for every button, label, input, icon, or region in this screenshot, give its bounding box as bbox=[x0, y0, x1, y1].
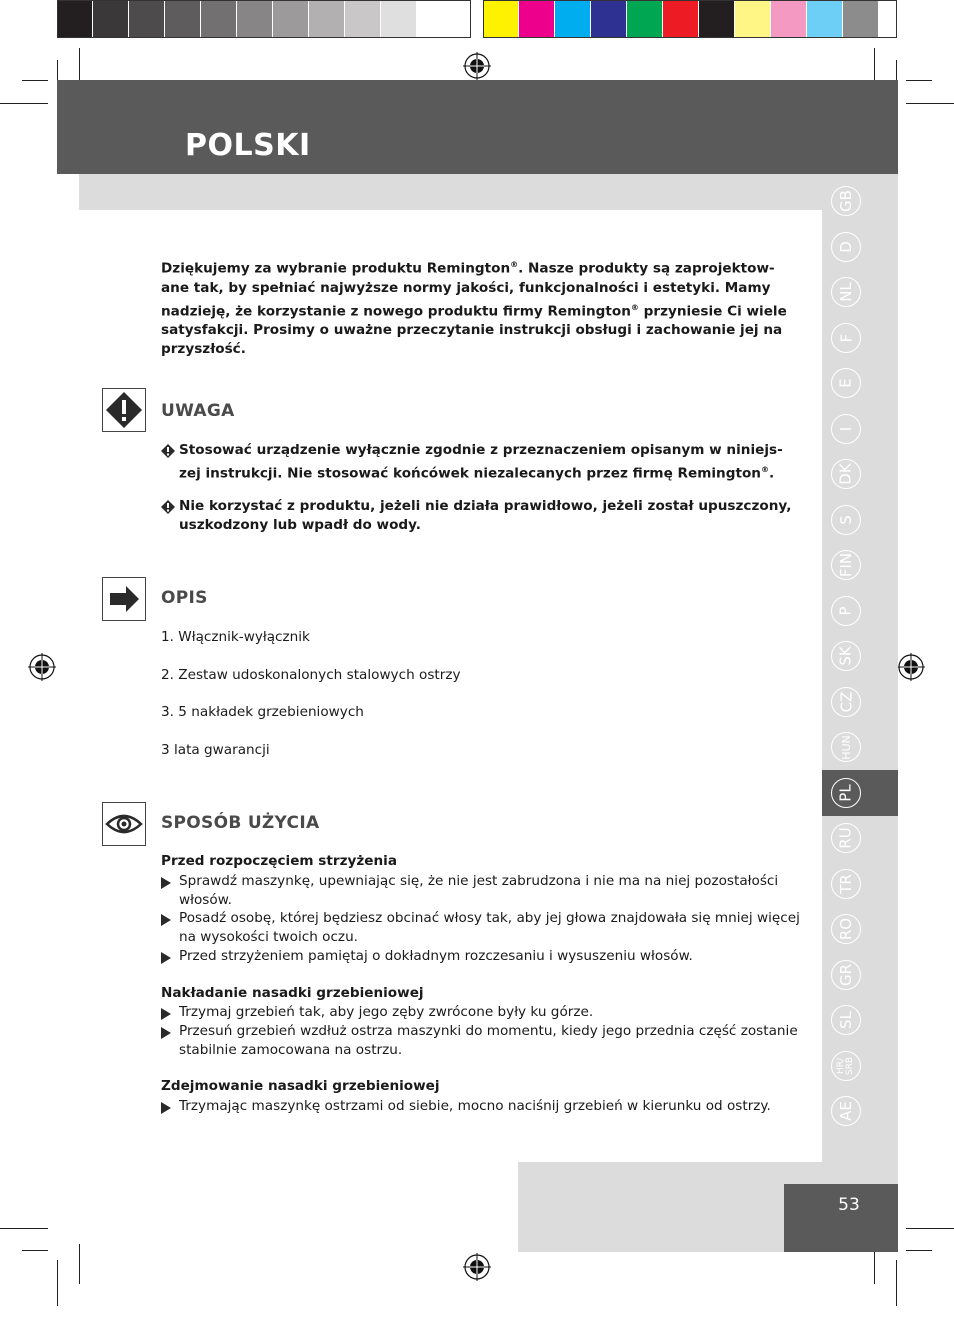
lang-tab-ae[interactable]: AE bbox=[831, 1096, 861, 1126]
lang-tab-ru[interactable]: RU bbox=[831, 823, 861, 853]
list-item: Sprawdź maszynkę, upewniając się, że nie jest zabrudzona i nie ma na niej pozostałości włosów. bbox=[161, 872, 801, 910]
lang-tab-fin[interactable]: FIN bbox=[831, 550, 861, 580]
warning-icon bbox=[102, 388, 146, 432]
arrow-right-icon bbox=[102, 577, 146, 621]
intro-paragraph: Dziękujemy za wybranie produktu Remington®. Nasze produkty są zaprojektow-ane tak, by spełniać najwyższe normy jakości, funkcjonalności i estetyki. Mamy nadzieję, że korzystanie z nowego produktu firmy Remington® przyniesie Ci wiele satysfakcji. Prosimy o uważne przeczytanie instrukcji obsługi i zachowanie jej na przyszłość. bbox=[161, 260, 787, 358]
lang-tab-i[interactable]: I bbox=[831, 414, 861, 444]
list-item: Trzymając maszynkę ostrzami od siebie, mocno naciśnij grzebień w kierunku od ostrzy. bbox=[161, 1097, 801, 1120]
triangle-bullet-icon bbox=[161, 952, 171, 964]
crop-mark bbox=[896, 60, 897, 80]
lang-tab-gr[interactable]: GR bbox=[831, 960, 861, 990]
section-heading-uwaga: UWAGA bbox=[161, 401, 235, 421]
crop-mark bbox=[0, 1228, 48, 1229]
subheading-before-cutting: Przed rozpoczęciem strzyżenia bbox=[161, 853, 398, 869]
lang-tab-sk[interactable]: SK bbox=[831, 641, 861, 671]
registration-mark-icon bbox=[463, 1253, 491, 1281]
triangle-bullet-icon bbox=[161, 877, 171, 889]
list-item: Trzymaj grzebień tak, aby jego zęby zwrócone były ku górze. bbox=[161, 1003, 801, 1026]
lang-tab-cz[interactable]: CZ bbox=[831, 687, 861, 717]
list-item: Przed strzyżeniem pamiętaj o dokładnym rozczesaniu i wysuszeniu włosów. bbox=[161, 947, 801, 970]
lang-tab-hr-srb[interactable] bbox=[831, 1051, 861, 1081]
registration-mark-icon bbox=[463, 52, 491, 80]
lang-tab-d[interactable]: D bbox=[831, 232, 861, 262]
page-title: POLSKI bbox=[185, 128, 311, 163]
section-heading-sposob-uzycia: SPOSÓB UŻYCIA bbox=[161, 813, 320, 833]
list-item: Posadź osobę, której będziesz obcinać włosy tak, aby jej głowa znajdowała się mniej więcej na wysokości twoich oczu. bbox=[161, 909, 801, 947]
lang-tab-tr[interactable]: TR bbox=[831, 869, 861, 899]
header-sub-band bbox=[79, 174, 898, 210]
warning-item: Stosować urządzenie wyłącznie zgodnie z przeznaczeniem opisanym w niniejs-zej instrukcji. Nie stosować końcówek niezalecanych przez firmę Remington®. bbox=[161, 441, 801, 484]
subheading-attach-comb: Nakładanie nasadki grzebieniowej bbox=[161, 985, 424, 1001]
crop-mark bbox=[896, 1260, 897, 1306]
opis-item: 3 lata gwarancji bbox=[161, 742, 270, 758]
lang-tab-sl[interactable]: SL bbox=[831, 1005, 861, 1035]
crop-mark bbox=[906, 103, 954, 104]
opis-item: 2. Zestaw udoskonalonych stalowych ostrzy bbox=[161, 667, 461, 683]
subheading-remove-comb: Zdejmowanie nasadki grzebieniowej bbox=[161, 1078, 440, 1094]
warning-item: Nie korzystać z produktu, jeżeli nie działa prawidłowo, jeżeli został upuszczony, uszkodzony lub wpadł do wody. bbox=[161, 497, 801, 535]
lang-tab-e[interactable]: E bbox=[831, 368, 861, 398]
lang-tab-f[interactable]: F bbox=[831, 323, 861, 353]
crop-mark bbox=[906, 1228, 954, 1229]
triangle-bullet-icon bbox=[161, 1027, 171, 1039]
header-band bbox=[57, 80, 898, 174]
registration-mark-icon bbox=[897, 653, 925, 681]
triangle-bullet-icon bbox=[161, 1102, 171, 1114]
lang-srb-label: SRB bbox=[844, 1056, 855, 1076]
crop-mark bbox=[79, 1244, 80, 1284]
eye-icon bbox=[102, 802, 146, 846]
opis-item: 1. Włącznik-wyłącznik bbox=[161, 629, 310, 645]
crop-mark bbox=[57, 60, 58, 80]
crop-mark bbox=[906, 80, 932, 81]
lang-tab-p[interactable]: P bbox=[831, 596, 861, 626]
triangle-bullet-icon bbox=[161, 914, 171, 926]
list-item: Przesuń grzebień wzdłuż ostrza maszynki do momentu, kiedy jego przednia część zostanie stabilnie zamocowana na ostrzu. bbox=[161, 1022, 801, 1060]
crop-mark bbox=[906, 1250, 932, 1251]
lang-hr-label: HR/ bbox=[835, 1057, 846, 1075]
lang-tab-nl[interactable]: NL bbox=[831, 277, 861, 307]
crop-mark bbox=[0, 103, 48, 104]
gray-swatches-frame bbox=[57, 0, 471, 38]
lang-tab-hun[interactable]: HUN bbox=[831, 732, 861, 762]
lang-tab-dk[interactable]: DK bbox=[831, 459, 861, 489]
page-number: 53 bbox=[838, 1195, 860, 1215]
lang-tab-s[interactable]: S bbox=[831, 505, 861, 535]
crop-mark bbox=[57, 1260, 58, 1306]
warning-diamond-icon bbox=[161, 444, 175, 458]
color-swatches-frame bbox=[483, 0, 897, 38]
lang-tab-pl[interactable]: PL bbox=[831, 778, 861, 808]
registration-mark-icon bbox=[28, 653, 56, 681]
crop-mark bbox=[22, 80, 48, 81]
opis-item: 3. 5 nakładek grzebieniowych bbox=[161, 704, 364, 720]
lang-tab-ro[interactable]: RO bbox=[831, 914, 861, 944]
crop-mark bbox=[22, 1250, 48, 1251]
section-heading-opis: OPIS bbox=[161, 588, 208, 608]
triangle-bullet-icon bbox=[161, 1008, 171, 1020]
warning-diamond-icon bbox=[161, 500, 175, 514]
lang-tab-gb[interactable]: GB bbox=[831, 186, 861, 216]
